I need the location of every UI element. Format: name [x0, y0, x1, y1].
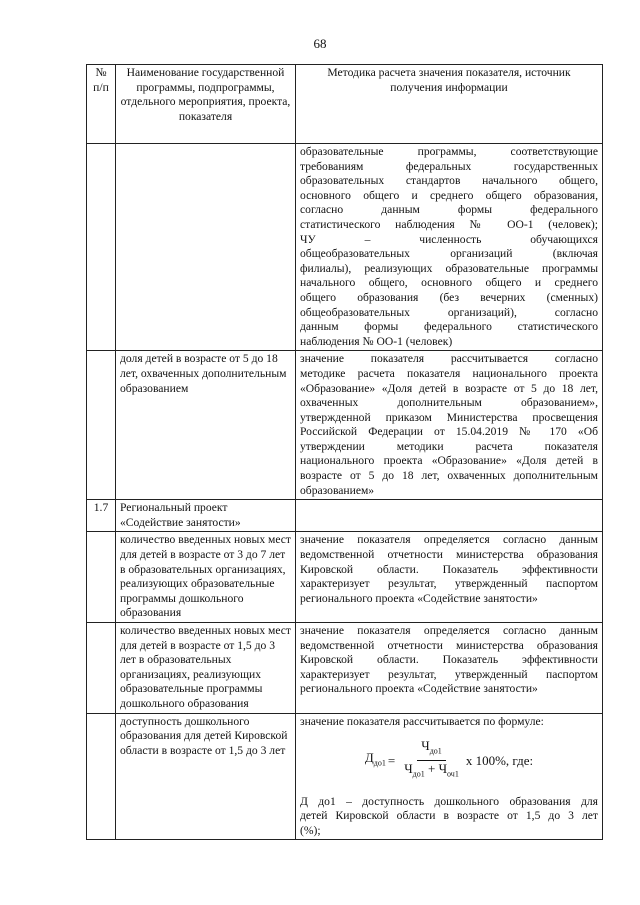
- method-line: общеобразовательных организаций (включая: [300, 247, 598, 261]
- formula-equals: =: [387, 752, 396, 768]
- row-method: [296, 532, 603, 623]
- row-name: [116, 144, 296, 351]
- row-number: [87, 623, 116, 714]
- method-line: основного общего и среднего общего образования,: [300, 188, 598, 202]
- method-line: характеризует результат, утвержденный паспортом: [300, 667, 598, 681]
- row-name: Региональный проект «Содействие занятости»: [116, 500, 296, 532]
- method-line: методике расчета показателя национального проекта: [300, 366, 598, 380]
- method-line: образовательных стандартов начального общего,: [300, 174, 598, 188]
- method-line: характеризует результат, утвержденный паспортом: [300, 577, 598, 591]
- row-number: [87, 713, 116, 840]
- table-row: [87, 713, 603, 840]
- method-line: филиалы), реализующих образовательные программы: [300, 261, 598, 275]
- row-number: [87, 351, 116, 500]
- method-line: Кировской области. Показатель эффективности: [300, 562, 598, 576]
- table-header-row: [87, 65, 603, 144]
- method-line: данным формы федерального статистического: [300, 320, 598, 334]
- method-line: ведомственной отчетности министерства образования: [300, 638, 598, 652]
- page-number: 68: [313, 36, 327, 51]
- method-line: охваченных дополнительным образованием»,: [300, 396, 598, 410]
- table-row: [87, 500, 603, 532]
- method-line: ведомственной отчетности министерства образования: [300, 548, 598, 562]
- header-name: Наименование государственной программы, подпрограммы, отдельного мероприятия, проекта, показателя: [116, 65, 296, 144]
- method-line: значение показателя определяется согласно данным: [300, 624, 598, 637]
- row-method: [296, 144, 603, 351]
- method-line: Кировской области. Показатель эффективности: [300, 653, 598, 667]
- method-line: детей Кировской области в возрасте от 1,5 до 3 лет: [300, 809, 598, 823]
- row-name: доля детей в возрасте от 5 до 18 лет, охваченных дополнительным образованием: [116, 351, 296, 500]
- formula-fraction: [400, 739, 463, 782]
- method-line: национального проекта «Образование» «Доля детей в: [300, 454, 598, 468]
- methodology-table: [86, 64, 603, 840]
- table-row: [87, 623, 603, 714]
- row-number: [87, 144, 116, 351]
- row-method: [296, 623, 603, 714]
- method-line: образовательные программы, соответствующие: [300, 145, 598, 158]
- header-number: № п/п: [87, 65, 116, 144]
- row-name: количество введенных новых мест для детей в возрасте от 3 до 7 лет в образовательных организациях, реализующих образовательные программы дошкольного образования: [116, 532, 296, 623]
- header-method: Методика расчета значения показателя, источник получения информации: [296, 65, 603, 144]
- method-line: значение показателя определяется согласно данным: [300, 533, 598, 547]
- method-line: утвержденной приказом Министерства просвещения: [300, 410, 598, 424]
- row-name: количество введенных новых мест для детей в возрасте от 1,5 до 3 лет в образовательных организациях, реализующих образовательные программы дошкольного образования: [116, 623, 296, 714]
- method-line: значение показателя рассчитывается согласно: [300, 352, 598, 366]
- method-line: Российской Федерации от 15.04.2019 № 170 «Об: [300, 425, 598, 439]
- formula-tail: х 100%, где:: [465, 752, 534, 768]
- method-line: (%);: [300, 823, 321, 837]
- row-name: доступность дошкольного образования для детей Кировской области в возрасте от 1,5 до 3 лет: [116, 713, 296, 840]
- row-method: [296, 713, 603, 840]
- method-line: начального общего, основного общего и среднего: [300, 276, 598, 290]
- formula-denominator: $Ч_{до1} + Ч_{оч1}$: [404, 761, 459, 779]
- formula-intro: значение показателя рассчитывается по формуле:: [300, 714, 544, 728]
- table-row: [87, 144, 603, 351]
- method-line: согласно данным формы федерального: [300, 203, 598, 217]
- method-line: регионального проекта «Содействие занятости»: [300, 591, 538, 605]
- method-line: статистического наблюдения № ОО-1 (человек);: [300, 217, 598, 231]
- method-line: «Образование» «Доля детей в возрасте от 5 до 18 лет,: [300, 381, 598, 395]
- row-method: [296, 351, 603, 500]
- method-line: общеобразовательных организаций), согласно: [300, 305, 598, 319]
- method-line: образованием»: [300, 483, 375, 497]
- row-method: [296, 500, 603, 532]
- method-line: требованиям федеральных государственных: [300, 159, 598, 173]
- method-line: наблюдения № ОО-1 (человек): [300, 334, 453, 348]
- formula: [300, 739, 598, 782]
- row-number: [87, 532, 116, 623]
- method-line: Д до1 – доступность дошкольного образования для: [300, 794, 598, 808]
- method-line: общего образования (без вечерних (сменных): [300, 290, 598, 304]
- row-number: 1.7: [87, 500, 116, 532]
- table-row: [87, 532, 603, 623]
- method-line: регионального проекта «Содействие занятости»: [300, 682, 538, 696]
- method-line: утверждении методики расчета показателя: [300, 439, 598, 453]
- formula-lhs: $Д_{до1}$: [364, 749, 386, 768]
- formula-numerator: $Ч_{до1}$: [417, 739, 446, 761]
- table-row: [87, 351, 603, 500]
- method-line: ЧУ – численность обучающихся: [300, 232, 598, 246]
- method-line: возрасте от 5 до 18 лет, охваченных дополнительным: [300, 469, 598, 483]
